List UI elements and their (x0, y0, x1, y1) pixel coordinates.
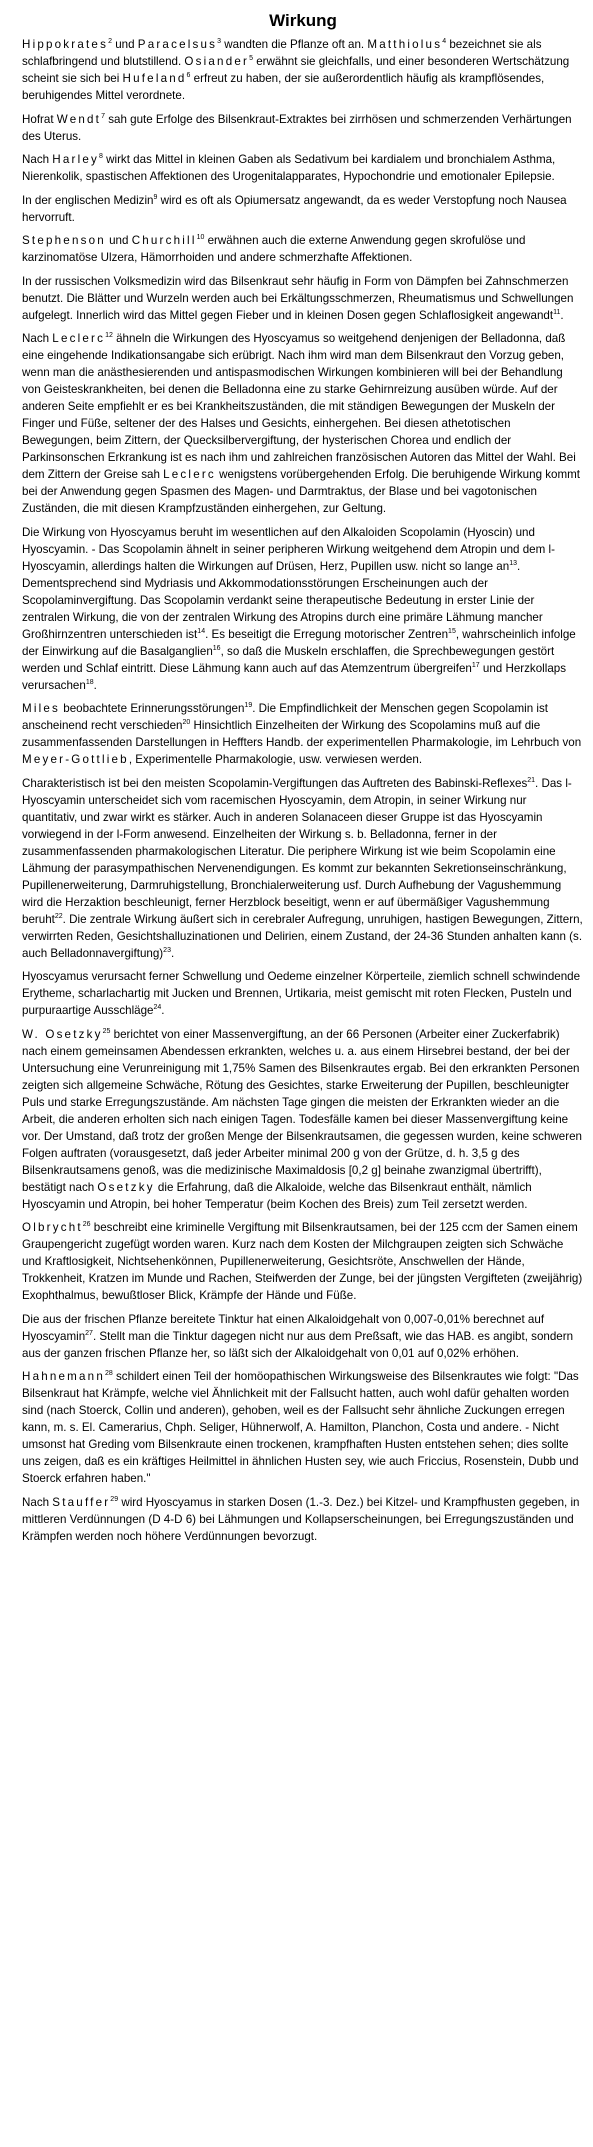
text-run: ähneln die Wirkungen des Hyoscyamus so weitgehend denjenigen der Belladonna, daß eine eingehende Indikationsangabe sich erübrigt. Nach ihm wird man dem Bilsenkraut den Vorzug geben, wenn man die anästhesierenden und antispasmodischen Wirkungen kombinieren will bei der Behandlung von Geisteskrankheiten, bei denen die Belladonna eine zu starke Gehirnreizung ausüben würde. Auf der anderen Seite empfiehlt er es bei Krankheitszuständen, die mit ständigen Bewegungen der Muskeln der Finger und Füße, seltener der des Halses und Gesichts, einhergehen. Bei diesen athetotischen Bewegungen, beim Zittern, der Quecksilbervergiftung, der hysterischen Chorea und endlich der Parkinsonschen Erkrankung ist es nach ihm und zahlreichen französischen Autoren das Mittel der Wahl. Bei dem Zittern der Greise sah (22, 332, 576, 481)
footnote-ref: 24 (153, 1004, 162, 1011)
paragraph (22, 700, 584, 768)
text-run: Die aus der frischen Pflanze bereitete Tinktur hat einen Alkaloidgehalt von 0,007-0,01% berechnet auf Hyoscyamin (22, 1312, 545, 1343)
footnote-ref: 27 (85, 1329, 93, 1337)
footnote-ref: 8 (99, 153, 103, 160)
paragraph (22, 968, 584, 1019)
text-run: wenigstens vorübergehenden Erfolg. Die beruhigende Wirkung kommt bei der Anwendung gegen Spasmen des Magen- und Darmtraktus, der Blase und bei vagotonischen Zuständen, die mit diesen Krampfzuständen einhergehen, zur Geltung. (22, 468, 581, 515)
footnote-ref: 19 (244, 702, 253, 709)
paragraph (22, 151, 584, 185)
footnote-ref: 2 (108, 38, 112, 45)
text-run: Die Wirkung von Hyoscyamus beruht im wesentlichen auf den Alkaloiden Scopolamin (Hyoscin) und Hyoscyamin. - Das Scopolamin ähnelt in seiner peripheren Wirkung weitgehend dem Atropin und dem l-Hyoscyamin, allerdings halten die Wirkungen auf Drüsen, Herz, Pupillen usw. nicht so lange an (22, 525, 555, 573)
text-run: wirkt das Mittel in kleinen Gaben als Sedativum bei kardialem und bronchialem Asthma, Nierenkolik, spastischen Affektionen des Urogenitalapparates, Hypochondrie und emotionaler Epilepsie. (22, 153, 556, 183)
text-run: In der russischen Volksmedizin wird das Bilsenkraut sehr häufig in Form von Dämpfen bei Zahnschmerzen benutzt. Die Blätter und Wurzeln werden auch bei Erkältungsschmerzen, Rheumatismus und Schwellungen aufgelegt. Innerlich wird das Mittel gegen Fieber und in kleinen Dosen gegen Schlaflosigkeit angewandt (22, 274, 574, 322)
footnote-ref: 25 (102, 1027, 111, 1035)
text-run: , wahrscheinlich infolge der Einwirkung auf die Basalganglien (22, 627, 576, 658)
author-name: Osetzky (97, 1180, 155, 1194)
text-run: erwähnen auch die externe Anwendung gegen skrofulöse und karzinomatöse Ulzera, Hämorrhoiden und andere schmerzhafte Affektionen. (22, 234, 526, 264)
paragraph (22, 1219, 584, 1304)
footnote-ref: 26 (82, 1221, 91, 1228)
text-run: Hyoscyamus verursacht ferner Schwellung und Oedeme einzelner Körperteile, ziemlich schnell schwindende Erytheme, scharlachartig mit Jucken und Brennen, Urtikaria, meist gemischt mit roten Flecken, Pusteln und purpuraartige Ausschläge (22, 970, 581, 1017)
footnote-ref: 14 (197, 627, 206, 635)
text-run: wird Hyoscyamus in starken Dosen (1.-3. Dez.) bei Kitzel- und Krampfhusten gegeben, in mittleren Verdünnungen (D 4-D 6) bei Lähmungen und Kollapserscheinungen, bei Erregungszuständen und Krämpfen werden noch höhere Verdünnungen bevorzugt. (22, 1495, 580, 1543)
paragraph (22, 1368, 584, 1487)
text-run: berichtet von einer Massenvergiftung, an der 66 Personen (Arbeiter einer Zuckerfabrik) nach einem gemeinsamen Abendessen erkrankten, welches u. a. aus einem Hirsebrei bestand, der bei der Untersuchung eine Verunreinigung mit 1,75% Samen des Bilsenkrautes ergab. Bei den erkrankten Personen zeigten sich allgemeine Schwäche, Rötung des Gesichtes, starke Erweiterung der Pupillen, beschleunigter Puls und starke Erregungszustände. Am nächsten Tage gingen die meisten der Erkrankten wieder an die Arbeit, die anderen erholten sich nach einigen Tagen. Todesfälle kamen bei dieser Massenvergiftung keine vor. Der Umstand, daß trotz der großen Menge der Bilsenkrautsamen, die gegessen wurden, keine schweren Folgen auftraten (vorausgesetzt, daß jeder Arbeiter minimal 200 g von der Grütze, d. h. 3,5 g des Bilsenkrautsamens genoß, was die medizinische Maximaldosis [0,2 g] beinahe zwanzigmal übertrifft), bestätigt nach (22, 1027, 583, 1194)
footnote-ref: 5 (249, 55, 253, 62)
author-name: Miles (22, 702, 61, 715)
footnote-ref: 4 (442, 38, 447, 45)
author-name: Paracelsus (137, 38, 218, 51)
paragraph (22, 330, 584, 517)
text-run: erwähnt sie gleichfalls, und einer besonderen Wertschätzung scheint sie sich bei (22, 55, 570, 85)
footnote-ref: 22 (54, 912, 63, 920)
footnote-ref: 6 (186, 72, 191, 79)
text-run: In der englischen Medizin (22, 193, 154, 207)
text-run: Nach (22, 332, 53, 345)
paragraph (22, 1026, 584, 1213)
author-name: Leclerc (52, 332, 106, 345)
paragraph (22, 36, 584, 104)
section-heading: Wirkung (269, 11, 337, 30)
text-run: erfreut zu haben, der sie außerordentlich häufig als krampflösendes, beruhigendes Mittel verordnete. (22, 72, 545, 102)
footnote-ref: 28 (104, 1370, 113, 1377)
footnote-ref: 13 (509, 559, 517, 567)
author-name: Hippokrates (22, 38, 109, 51)
text-run: . Dementsprechend sind Mydriasis und Akkommodationsstörungen Erscheinungen auch der Scopolaminvergiftung. Das Scopolamin verdankt seine therapeutische Bedeutung in erster Linie der zentralen Wirkung, die von der zentralen Wirkung des Atropins durch eine primäre Lähmung mancher Großhirnzentren unterschieden ist (22, 559, 543, 641)
paragraph (22, 775, 584, 962)
footnote-ref: 9 (153, 193, 158, 201)
text-run: . Das l-Hyoscyamin unterscheidet sich vom racemischen Hyoscyamin, dem Atropin, in seiner Wirkung nur quantitativ, und zwar wirkt es stärker. Auch in anderen Solanaceen dieser Gruppe ist das Hyoscyamin vorwiegend in der l-Form anwesend. Einzelheiten der Wirkung s. b. Belladonna, ferner in der zusammenfassenden pharmakologischen Literatur. Die periphere Wirkung ist wie beim Scopolamin eine Lähmung der parasympathischen Nervenendigungen. Es kommt zur bekannten Sekretionseinschränkung, Pupillenerweiterung, Darmruhigstellung, Bronchialerweiterung usf. Durch Aufhebung der Vagushemmung wird die Herzaktion beschleunigt, ferner Herzblock beseitigt, wenn er auf übermäßiger Vagushemmung beruht (22, 776, 572, 926)
author-name: Harley (52, 153, 99, 166)
text-run: . Es beseitigt die Erregung motorischer Zentren (205, 627, 449, 641)
paragraph (22, 192, 584, 226)
text-run: Hinsichtlich Einzelheiten der Wirkung des Scopolamins muß auf die zusammenfassenden Darstellungen in Heffters Handb. der experimentellen Pharmakologie, im Lehrbuch von (22, 719, 582, 749)
text-run: schildert einen Teil der homöopathischen Wirkungsweise des Bilsenkrautes wie folgt: "Das Bilsenkraut hat Krämpfe, welche viel Ähnlichkeit mit der Fallsucht hatten, auch wohl dafür gehalten worden sind (nach Stoerck, Collin und anderen), gehoben, weil es der Fallsucht sehr ähnliche Zuckungen erregen kann, m. s. El. Camerarius, Chph. Seliger, Hühnerwolf, A. Hamilton, Planchon, Costa und andere. - Nicht umsonst hat Greding vom Bilsenkraute einen trockenen, krampfhaften Husten entstehen sehen; dies sollte uns zeigen, daß es ein kräftiges Heilmittel in ähnlichen Husten sey, wie auch Friccius, Rosenstein, Dubb und Stoerck erfahren haben." (22, 1370, 579, 1485)
text-run: Hofrat (22, 112, 57, 126)
footnote-ref: 15 (448, 627, 456, 635)
paragraph (22, 1311, 584, 1362)
paragraph (22, 524, 584, 694)
footnote-ref: 21 (527, 776, 536, 784)
text-run: Nach (22, 1495, 53, 1509)
footnote-ref: 10 (196, 234, 205, 241)
text-run: bezeichnet sie als schlafbringend und blutstillend. (22, 38, 542, 68)
footnote-ref: 23 (163, 946, 171, 954)
paragraph (22, 1494, 584, 1545)
text-run: beschreibt eine kriminelle Vergiftung mit Bilsenkrautsamen, bei der 125 ccm der Samen einem Graupengericht zugefügt worden waren. Kurz nach dem Kosten der Milchgraupen zeigten sich Schwäche und Kraftlosigkeit, Nichtsehenkönnen, Pupillenerweiterung, Gesichtsröte, Anschwellen der Hände, Trokkenheit, Kratzen im Munde und Rachen, Steifwerden der Zunge, bei der jüngsten Vergifteten (zweijährig) Exophthalmus, bewußtloser Blick, Krämpfe der Hände und Füße. (22, 1221, 583, 1302)
text-run: Nach (22, 153, 53, 166)
footnote-ref: 12 (105, 332, 113, 339)
text-run: . (560, 308, 564, 322)
text-run: Charakteristisch ist bei den meisten Scopolamin-Vergiftungen das Auftreten des Babinski-Reflexes (22, 776, 528, 790)
document-body (22, 36, 584, 1545)
footnote-ref: 18 (85, 678, 94, 686)
author-name: Osiander (184, 55, 250, 68)
text-run: . (170, 946, 175, 960)
author-name: Stephenson (22, 234, 106, 247)
author-name: Hufeland (122, 72, 187, 85)
text-run: und Herzkollaps verursachen (22, 661, 567, 692)
footnote-ref: 20 (182, 719, 191, 726)
text-run: sah gute Erfolge des Bilsenkraut-Extraktes bei zirrhösen und schmerzenden Verhärtungen des Uterus. (22, 112, 572, 143)
author-name: Churchill (131, 234, 197, 247)
author-name: Hahnemann (22, 1370, 105, 1383)
author-name: Stauffer (52, 1495, 111, 1509)
text-run: . Die zentrale Wirkung äußert sich in cerebraler Aufregung, unruhigen, hastigen Bewegungen, Zittern, verwirrten Reden, Gesichtshalluzinationen und Delirien, einem Zustand, der 24-36 Stunden anhalten kann (s. auch Belladonnavergiftung) (22, 912, 583, 960)
author-name: Meyer-Gottlieb (22, 753, 129, 766)
text-run: . Stellt man die Tinktur dagegen nicht nur aus dem Preßsaft, wie das HAB. es angibt, sondern aus der ganzen frischen Pflanze her, so läßt sich der Alkaloidgehalt von 0,01 auf 0,02% erhöhen. (22, 1329, 574, 1360)
footnote-ref: 16 (212, 644, 221, 652)
author-name: Wendt (56, 112, 102, 126)
author-name: Olbrycht (22, 1221, 83, 1234)
text-run: , so daß die Muskeln erschlaffen, die Sprechbewegungen gestört werden und Schlaf eintritt. Diese Lähmung kann auch auf das Atemzentrum übergreifen (22, 644, 555, 675)
paragraph (22, 232, 584, 266)
footnote-ref: 7 (101, 112, 106, 120)
text-run: wandten die Pflanze oft an. (221, 38, 368, 51)
text-run: wird es oft als Opiumersatz angewandt, da es weder Verstopfung noch Nausea hervorruft. (22, 193, 567, 224)
paragraph (22, 273, 584, 324)
text-run: . (161, 1004, 165, 1017)
text-run: und (105, 234, 132, 247)
paragraph (22, 111, 584, 145)
author-name: Matthiolus (367, 38, 443, 51)
text-run: die Erfahrung, daß die Alkaloide, welche das Bilsenkraut enthält, nämlich Hyoscyamin und Atropin, bei hoher Temperatur (beim Kochen des Breis) zum Teil zersetzt werden. (22, 1180, 532, 1211)
author-name: Leclerc (163, 468, 216, 481)
footnote-ref: 17 (471, 661, 480, 669)
text-run: und (111, 38, 138, 51)
footnote-ref: 3 (217, 38, 222, 45)
author-name: W. Osetzky (22, 1027, 103, 1041)
footnote-ref: 11 (553, 308, 561, 316)
text-run: beobachtete Erinnerungsstörungen (60, 702, 245, 715)
text-run: . Die Empfindlichkeit der Menschen gegen Scopolamin ist anscheinend recht verschieden (22, 702, 549, 732)
text-run: , Experimentelle Pharmakologie, usw. verwiesen werden. (128, 753, 423, 766)
footnote-ref: 29 (110, 1495, 119, 1503)
text-run: . (93, 678, 97, 692)
